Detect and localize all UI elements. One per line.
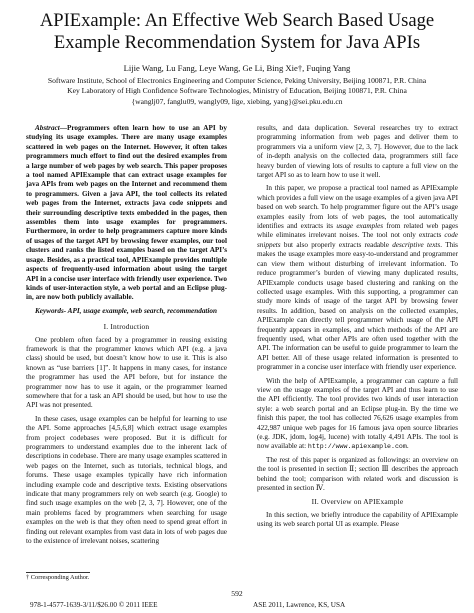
right-paragraph-5: In this section, we briefly introduce the capability of APIExample using its web search portal UI as example. Please <box>257 510 458 529</box>
text-run: With the help of APIExample, a programmer can capture a full view on the usage examples of the target API and thus learn to use the API efficiently. The tool provides two kinds of user interaction style: a web search portal and an Eclipse plug-in. By the time we finish this paper, the tool has collected 76,626 usage examples from 422,987 unique web pages for 16 famous java open source libraries (e.g. JDK, jdom, log4j, lucene) with totally 4,491 APIs. The tool is now available at: <box>257 376 458 451</box>
text-run: . <box>406 442 409 451</box>
section-2-heading: II. Overview on APIExample <box>311 497 404 507</box>
affiliation-1: Software Institute, School of Electronics Engineering and Computer Science, Peking University, Beijing 100871, P.R. China <box>47 76 427 86</box>
intro-paragraph-1: One problem often faced by a programmer in reusing existing framework is that the programmer knows which API (e.g. a java class) should be used, but doesn’t know how to use it. This is also known as “use barriers [1]”. It happens in many cases, for instance the programmer has used the API before, but for instance the programmer now has to use it again, or the programmer learned somewhere that for a task an API should be used, but how to use the API was not presented. <box>26 335 227 410</box>
intro-paragraph-2: In these cases, usage examples can be helpful for learning to use the API. Some approaches [4,5,6,8] which extract usage examples from project codebases were proposed. But it is difficult for programmers to understand examples due to the inherent lack of descriptions in codebase. There are many usage examples scattered in web pages on the Internet, such as tutorials, technical blogs, and forums. These usage examples typically have rich information including example code and descriptive texts. Existing observations indicate that many programmers rely on web search (e.g. Google) to find such usage examples on the web [2, 3, 7]. However, one of the main problems faced by programmers when searching for usage examples on the web is that they often need to spend great effort in finding out relevant examples from vast data in lots of web pages due to the existence of irrelevant noises, scattering <box>26 414 227 546</box>
left-column <box>26 124 227 550</box>
abstract-label: Abstract <box>35 124 60 132</box>
keywords-text: API, usage example, web search, recommendation <box>66 306 218 315</box>
keywords <box>26 307 227 316</box>
right-paragraph-3 <box>257 377 458 452</box>
right-paragraph-1: results, and data duplication. Several researches try to extract programming information from web pages and deliver them to programmers via a uniform view [2, 3, 7]. However, due to the lack of in-depth analysis on the collected data, programmers still face heavy burden of viewing lots of results to capture a full view on the target API so as to learn how to use it well. <box>257 124 458 180</box>
title-line-1: APIExample: An Effective Web Search Based Usage <box>39 10 435 31</box>
keywords-label: Keywords- <box>35 306 67 315</box>
right-paragraph-4: The rest of this paper is organized as followings: an overview on the tool is presented in section Ⅱ; section Ⅲ describes the approach behind the tool; comparison with related work and discussion is presented in section Ⅳ. <box>257 455 458 493</box>
right-paragraph-2 <box>257 184 458 372</box>
footer-venue: ASE 2011, Lawrence, KS, USA <box>253 601 346 609</box>
abstract-text: —Programmers often learn how to use an API by studying its usage examples. There are many usage examples scattered in web pages on the Internet. However, it often takes programmers much effort to find out the desired examples from a large number of web pages by web search. This paper proposes a tool named APIExample that can extract usage examples for java APIs from web pages on the Internet and recommend them to programmers. Given a java API, the tool collects its related web pages from the Internet, extracts java code snippets and their surrounding descriptive texts embedded in the pages, then assembles them into usage examples for programmers. Furthermore, in order to help programmers capture more kinds of usages of the target API by browsing fewer examples, our tool clusters and ranks the listed examples based on the target API’s usage. Besides, as a practical tool, APIExample provides multiple aspects of frequently-used information about using the target API in a concise user interface with friendly user experience. Two kinds of user-interaction style, a web portal and an Eclipse plug-in, are now both publicly available. <box>26 124 227 302</box>
right-column <box>257 124 458 534</box>
author-emails: {wanglj07, fanglu09, wangly09, lige, xiebing, yang}@sei.pku.edu.cn <box>131 96 343 106</box>
text-run: but also properly extracts readable <box>280 240 393 249</box>
title-line-2: Example Recommendation System for Java APIs <box>53 32 421 53</box>
section-1-heading: I. Introduction <box>103 322 150 332</box>
tool-url-link[interactable]: http://www.apiexample.com <box>307 443 407 451</box>
italic-run: usage examples <box>336 222 384 231</box>
italic-run: descriptive texts <box>392 240 441 249</box>
author-block <box>0 63 474 107</box>
footer-copyright: 978-1-4577-1639-3/11/$26.00 © 2011 IEEE <box>30 601 158 609</box>
paper-title <box>0 10 474 54</box>
text-run: . This makes the usage examples more easy-to-understand and programmer can view them without disturbing of irrelevant information. To reduce programmer’s burden of viewing many duplicated results, APIExample conducts usage based clustering and ranking on the collected usage examples. With this supporting, a programmer can study more kinds of usage of the target API by browsing fewer results. In addition, based on analysis on the collected examples, APIExample can directly tell programmer which usage of the API frequently appears in examples, and which methods of the API are frequently used, what other APIs are often used together with the API. The information can be useful to guide programmer to learn the API better. All of these usage related information is presented to programmer in a concise user interface with friendly user experience. <box>257 240 458 372</box>
italic-run: code snippets <box>257 231 458 249</box>
text-run: from related web pages while eliminates irrelevant noises. The tool not only extracts <box>257 222 458 240</box>
author-names: Lijie Wang, Lu Fang, Leye Wang, Ge Li, Bing Xie†, Fuqing Yang <box>123 63 351 73</box>
footnote: † Corresponding Author. <box>26 574 90 581</box>
abstract <box>26 124 227 303</box>
text-run: In this paper, we propose a practical tool named as APIExample which provides a full view on the usage examples of a given java API based on web search. To help programmer figure out the API’s usage examples easily from lots of web pages, the tool automatically identifies and extracts its <box>257 184 458 231</box>
affiliation-2: Key Laboratory of High Confidence Software Technologies, Ministry of Education, Beijing 100871, P.R. China <box>67 86 407 96</box>
footnote-divider <box>26 572 90 573</box>
page-number: 592 <box>231 589 243 598</box>
